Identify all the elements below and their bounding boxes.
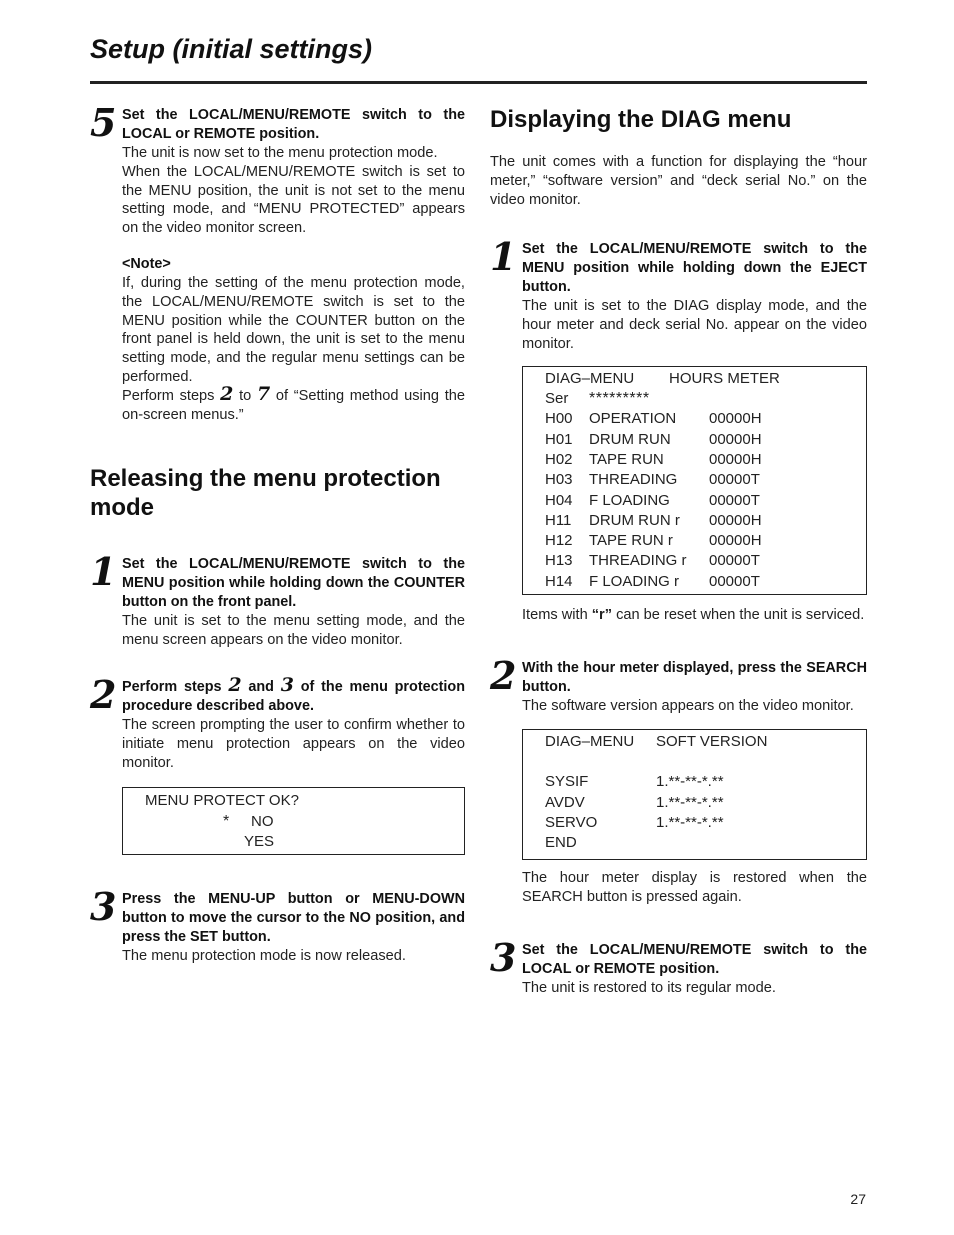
note-label: <Note> <box>122 255 171 272</box>
right-column <box>490 100 867 998</box>
diag-intro: The unit comes with a function for displaying the “hour meter,” “software version” and “deck serial No.” on the video monitor. <box>490 154 867 208</box>
step-instruction: With the hour meter displayed, press the SEARCH button. <box>522 659 867 695</box>
diag-step-2 <box>490 652 867 861</box>
section-heading-diag: Displaying the DIAG menu <box>490 106 792 133</box>
menu-protect-box <box>122 787 465 855</box>
row-code: H00 <box>545 410 573 428</box>
step-instruction: Set the LOCAL/MENU/REMOTE switch to the MENU position while holding down the COUNTER button on the front panel. <box>122 556 465 611</box>
soft-row <box>523 793 866 813</box>
page-number: 27 <box>850 1191 866 1207</box>
row-name: TAPE RUN <box>589 450 664 468</box>
release-step-2 <box>90 671 465 855</box>
hours-meter-label: HOURS METER <box>669 369 780 387</box>
row-name: F LOADING r <box>589 572 680 590</box>
row-code: H02 <box>545 450 573 468</box>
hours-row <box>523 450 866 470</box>
row-value: 00000H <box>709 430 762 448</box>
row-name: END <box>545 834 577 852</box>
row-value: 00000H <box>709 532 762 550</box>
soft-row <box>523 772 866 792</box>
hours-row <box>523 409 866 429</box>
row-name: DRUM RUN <box>589 430 671 448</box>
box-row <box>123 832 464 852</box>
step-5 <box>90 100 465 424</box>
step-number: 2 <box>90 671 117 717</box>
step-number: 3 <box>90 884 117 930</box>
row-value: 1.**-**-*.** <box>656 793 724 811</box>
cursor-icon: * <box>223 812 230 830</box>
step-instruction: Set the LOCAL/MENU/REMOTE switch to the MENU position while holding down the EJECT button. <box>522 241 867 296</box>
text: can be reset when the unit is serviced. <box>612 607 865 624</box>
r-mark: “r” <box>591 607 613 624</box>
row-value: 00000T <box>709 491 760 509</box>
row-code: H14 <box>545 572 573 590</box>
step-body: The unit is restored to its regular mode. <box>522 980 776 997</box>
soft-version-box <box>522 729 867 861</box>
step-number: 1 <box>490 234 517 280</box>
hours-row <box>523 470 866 490</box>
row-code: H03 <box>545 471 573 489</box>
diag-step-1 <box>490 234 867 595</box>
option-no: NO <box>251 812 274 830</box>
row-value: 00000T <box>709 471 760 489</box>
text: Perform steps <box>122 387 221 404</box>
step-body: The unit is set to the menu setting mode, and the menu screen appears on the video monitor. <box>122 613 465 649</box>
row-code: H13 <box>545 552 573 570</box>
step-body: The screen prompting the user to confirm whether to initiate menu protection appears on the video monitor. <box>122 716 465 771</box>
soft-version-label: SOFT VERSION <box>656 732 768 750</box>
row-name: TAPE RUN r <box>589 532 673 550</box>
box-row <box>523 369 866 389</box>
soft-row <box>523 813 866 833</box>
serial-value: ********* <box>589 390 650 408</box>
diag-menu-label: DIAG–MENU <box>545 732 635 750</box>
row-name: DRUM RUN r <box>589 511 680 529</box>
row-value: 00000H <box>709 410 762 428</box>
hours-row <box>523 430 866 450</box>
box-row <box>123 791 464 811</box>
text: of “Setting method using the on-screen menus.” <box>122 387 465 423</box>
row-name: SYSIF <box>545 773 589 791</box>
row-name: SERVO <box>545 813 598 831</box>
hours-meter-box <box>522 366 867 595</box>
step-number: 3 <box>490 935 517 981</box>
step-body: The unit is set to the DIAG display mode, and the hour meter and deck serial No. appear on the video monitor. <box>522 298 867 352</box>
row-code: H11 <box>545 511 572 529</box>
step-body: The unit is now set to the menu protection mode. <box>122 145 438 161</box>
row-value: 1.**-**-*.** <box>656 773 724 791</box>
step-body: When the LOCAL/MENU/REMOTE switch is set to the MENU position, the unit is not set to the menu setting mode, and “MENU PROTECTED” appears on the video monitor screen. <box>122 163 465 237</box>
restore-note: The hour meter display is restored when the SEARCH button is pressed again. <box>522 870 867 906</box>
left-column <box>90 100 465 966</box>
note-body: If, during the setting of the menu protection mode, the LOCAL/MENU/REMOTE switch is set to the MENU position while the COUNTER button on the front panel is held down, the unit is set to the menu setting mode, and the regular menu settings can be performed. <box>122 274 465 385</box>
row-code: H04 <box>545 491 573 509</box>
text: and <box>241 678 281 695</box>
hours-rows <box>523 409 866 592</box>
row-code: H01 <box>545 430 573 448</box>
step-instruction <box>122 673 465 716</box>
step-instruction: Set the LOCAL/MENU/REMOTE switch to the LOCAL or REMOTE position. <box>522 942 867 978</box>
box-row <box>523 732 866 752</box>
soft-rows <box>523 772 866 853</box>
row-name: OPERATION <box>589 410 677 428</box>
note-perform-steps <box>122 382 465 425</box>
step-ref: 7 <box>256 382 271 405</box>
menu-protect-title: MENU PROTECT OK? <box>145 792 299 810</box>
text: to <box>233 387 257 404</box>
text: Items with <box>522 607 592 624</box>
step-number: 5 <box>90 100 117 145</box>
step-ref: 2 <box>228 673 242 696</box>
row-code: H12 <box>545 532 573 550</box>
section-heading-release: Releasing the menu protection mode <box>90 465 441 522</box>
box-row <box>523 752 866 772</box>
step-instruction: Set the LOCAL/MENU/REMOTE switch to the LOCAL or REMOTE position. <box>122 107 465 142</box>
row-name: THREADING r <box>589 552 687 570</box>
release-step-1 <box>90 549 465 650</box>
row-name: AVDV <box>545 793 585 811</box>
step-number: 2 <box>490 652 517 698</box>
row-name: F LOADING <box>589 491 670 509</box>
text: of the menu protection procedure described above. <box>122 678 465 714</box>
row-value: 00000T <box>709 572 760 590</box>
hours-row <box>523 531 866 551</box>
hours-row <box>523 491 866 511</box>
diag-step-3 <box>490 935 867 998</box>
step-instruction: Press the MENU-UP button or MENU-DOWN button to move the cursor to the NO position, and press the SET button. <box>122 891 465 946</box>
page-title: Setup (initial settings) <box>90 34 373 64</box>
step-ref: 3 <box>280 673 294 696</box>
text: Perform steps <box>122 678 229 695</box>
hours-row <box>523 572 866 592</box>
box-row <box>523 389 866 409</box>
soft-row <box>523 833 866 853</box>
row-value: 00000H <box>709 511 762 529</box>
reset-note <box>490 606 867 625</box>
step-body: The software version appears on the video monitor. <box>522 697 854 714</box>
row-value: 00000T <box>709 552 760 570</box>
step-ref: 2 <box>220 382 234 405</box>
row-value: 00000H <box>709 450 762 468</box>
diag-menu-label: DIAG–MENU <box>545 369 635 387</box>
row-name: THREADING <box>589 471 678 489</box>
option-yes: YES <box>244 832 275 850</box>
header-rule <box>90 81 867 84</box>
hours-row <box>523 551 866 571</box>
step-body: The menu protection mode is now released. <box>122 948 406 965</box>
hours-row <box>523 511 866 531</box>
release-step-3 <box>90 884 465 966</box>
serial-label: Ser <box>545 390 569 408</box>
step-number: 1 <box>90 549 117 595</box>
box-row <box>123 812 464 832</box>
row-value: 1.**-**-*.** <box>656 813 724 831</box>
